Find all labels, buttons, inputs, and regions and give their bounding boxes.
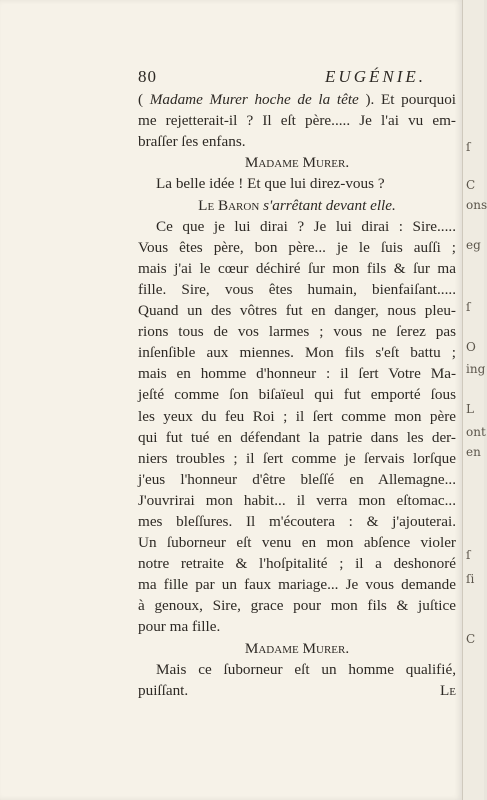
edge-letter: ſ <box>466 140 471 154</box>
edge-letter: ons <box>466 198 487 212</box>
page-number: 80 <box>138 67 157 86</box>
baron-direction <box>138 195 456 216</box>
body-line: ma fille par un faux mariage... Je vous demande <box>138 576 456 594</box>
facing-page-edge <box>462 0 487 800</box>
body-line: à genoux, Sire, grace pour mon fils & juſtice <box>138 597 456 615</box>
body-line: mais en homme d'honneur : il ſert Votre Ma- <box>138 365 456 383</box>
body-line: Un ſuborneur eſt venu en mon abſence violer <box>138 534 456 552</box>
text-block <box>138 66 456 701</box>
catchword: Le <box>440 681 456 699</box>
body-line: fille. Sire, vous êtes humain, bienfaiſant..... <box>138 280 456 298</box>
body-line: notre retraite & l'hoſpitalité ; il a deshonoré <box>138 555 456 573</box>
stage-direction: Madame Murer hoche de la tête <box>149 91 359 109</box>
opening-line-2: me rejetterait-il ? Il eſt père..... Je l'ai vu em- <box>138 112 456 130</box>
opening-line <box>138 89 456 110</box>
speaker-madame-murer: Madame Murer. <box>244 639 350 657</box>
body-line: qui fut tué en défendant la patrie dans les der- <box>138 428 456 446</box>
opening-rest: Et pourquoi <box>381 91 457 109</box>
edge-letter: ſi <box>466 572 475 586</box>
body-line: les yeux du feu Roi ; il ſert comme mon père <box>138 407 456 425</box>
edge-letter: L <box>466 402 474 416</box>
body-line: mais j'ai le cœur déchiré ſur mon fils & ſur ma <box>138 259 456 277</box>
body-line: mes bleſſures. Il m'écoutera : & j'ajouterai. <box>138 512 456 530</box>
stage-prefix: ( <box>138 91 150 109</box>
running-header <box>138 66 456 87</box>
body-line: jeſté comme ſon biſaïeul qui fut emporté ſous <box>138 386 456 404</box>
reply-line: Mais ce ſuborneur eſt un homme qualifié, <box>156 660 456 678</box>
body-line: inſenſible aux miennes. Mon fils s'eſt battu ; <box>138 344 456 362</box>
body-line: pour ma fille. <box>138 618 221 636</box>
edge-letter: O <box>466 340 476 354</box>
edge-letter: C <box>466 178 476 192</box>
body-line: niers troubles ; il ſert comme je ſervais lorſque <box>138 449 456 467</box>
reply-line: La belle idée ! Et que lui direz-vous ? <box>156 175 385 193</box>
edge-letter: en <box>466 445 481 459</box>
body-line: Ce que je lui dirai ? Je lui dirai : Sire..... <box>156 217 456 235</box>
edge-letter: ont <box>466 425 486 439</box>
edge-letter: ſ <box>466 300 471 314</box>
stage-suffix: ). <box>358 91 375 109</box>
edge-letter: eg <box>466 238 481 252</box>
edge-letter: C <box>466 632 476 646</box>
reply-line: puiſſant. <box>138 681 189 699</box>
edge-letter: ing <box>466 362 486 376</box>
speaker-madame-murer: Madame Murer. <box>244 154 350 172</box>
baron-action: s'arrêtant devant elle. <box>259 196 396 214</box>
opening-line-3: braſſer ſes enfans. <box>138 133 246 151</box>
edge-letter: ſ <box>466 548 471 562</box>
body-line: rions tous de vos larmes ; vous ne ſerez pas <box>138 323 456 341</box>
body-line: Vous êtes père, bon père... je le ſuis auſſi ; <box>138 238 456 256</box>
running-title: EUGÉNIE. <box>325 67 426 86</box>
speaker-baron: Le Baron <box>198 196 260 214</box>
body-line: j'eus l'honneur d'être bleſſé en Allemagne... <box>138 470 456 488</box>
last-line <box>138 680 456 701</box>
body-line: Quand un des vôtres fut en danger, nous pleu- <box>138 302 456 320</box>
body-line: J'ouvrirai mon habit... il verra mon eſtomac... <box>138 491 456 509</box>
